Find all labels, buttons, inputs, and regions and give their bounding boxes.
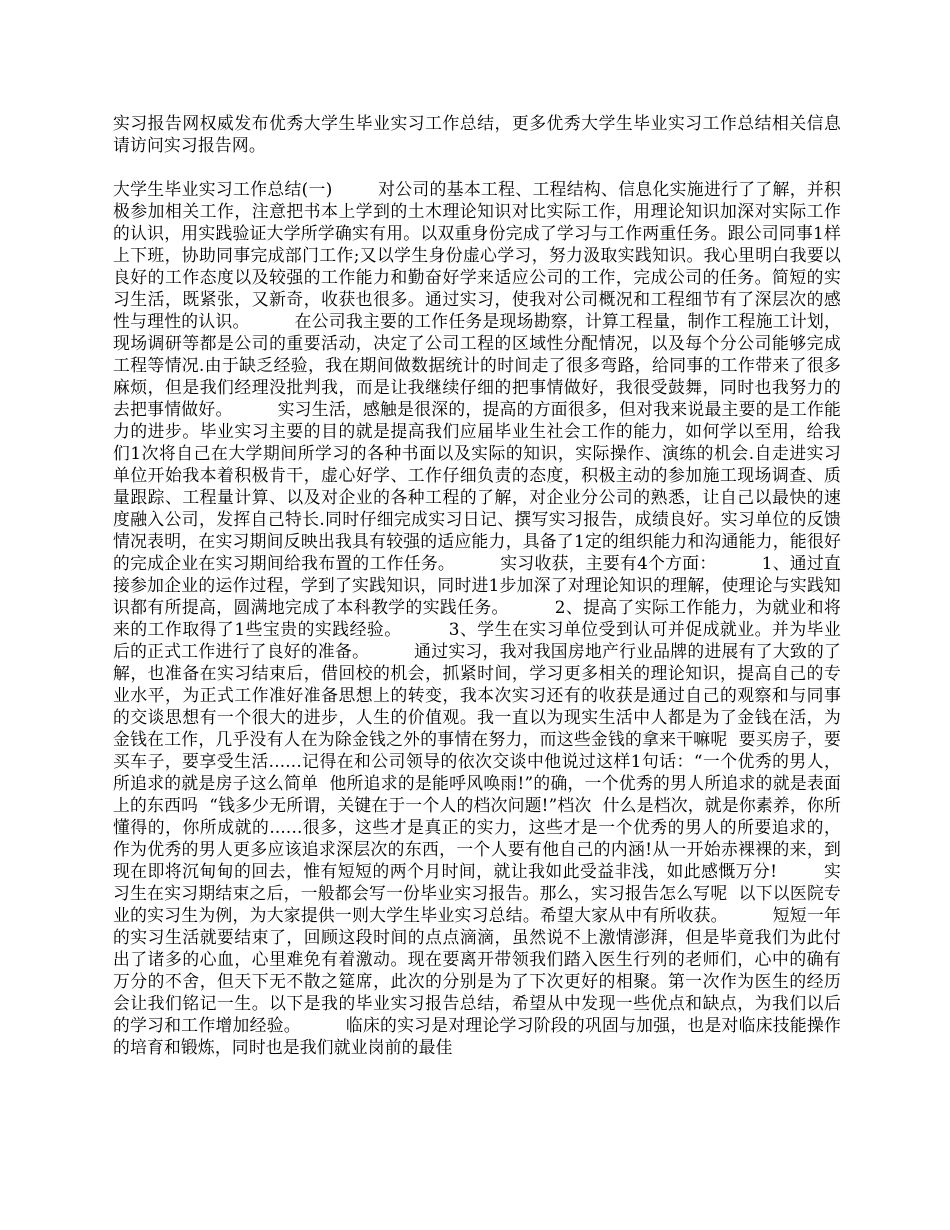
intro-paragraph: 实习报告网权威发布优秀大学生毕业实习工作总结，更多优秀大学生毕业实习工作总结相关信息请访问实习报告网。 — [113, 113, 841, 155]
document-page — [113, 112, 841, 1058]
body-paragraph: 大学生毕业实习工作总结(一) 对公司的基本工程、工程结构、信息化实施进行了了解，并积极参加相关工作，注意把书本上学到的土木理论知识对比实际工作，用理论知识加深对实际工作的认识，用实践验证大学所学确实有用。以双重身份完成了学习与工作两重任务。跟公司同事1样上下班，协助同事完成部门工作;又以学生身份虚心学习，努力汲取实践知识。我心里明白我要以良好的工作态度以及较强的工作能力和勤奋好学来适应公司的工作，完成公司的任务。简短的实习生活，既紧张，又新奇，收获也很多。通过实习，使我对公司概况和工程细节有了深层次的感性与理性的认识。 在公司我主要的工作任务是现场勘察，计算工程量，制作工程施工计划，现场调研等都是公司的重要活动，决定了公司工程的区域性分配情况，以及每个分公司能够完成工程等情况.由于缺乏经验，我在期间做数据统计的时间走了很多弯路，给同事的工作带来了很多麻烦，但是我们经理没批判我，而是让我继续仔细的把事情做好，我很受鼓舞，同时也我努力的去把事情做好。 实习生活，感触是很深的，提高的方面很多，但对我来说最主要的是工作能力的进步。毕业实习主要的目的就是提高我们应届毕业生社会工作的能力，如何学以至用，给我们1次将自己在大学期间所学习的各种书面以及实际的知识，实际操作、演练的机会.自走进实习单位开始我本着积极肯干，虚心好学、工作仔细负责的态度，积极主动的参加施工现场调查、质量跟踪、工程量计算、以及对企业的各种工程的了解，对企业分公司的熟悉，让自己以最快的速度融入公司，发挥自己特长.同时仔细完成实习日记、撰写实习报告，成绩良好。实习单位的反馈情况表明，在实习期间反映出我具有较强的适应能力，具备了1定的组织能力和沟通能力，能很好的完成企业在实习期间给我布置的工作任务。 实习收获，主要有4个方面： 1、通过直接参加企业的运作过程，学到了实践知识，同时进1步加深了对理论知识的理解，使理论与实践知识都有所提高，圆满地完成了本科教学的实践任务。 2、提高了实际工作能力，为就业和将来的工作取得了1些宝贵的实践经验。 3、学生在实习单位受到认可并促成就业。并为毕业后的正式工作进行了良好的准备。 通过实习，我对我国房地产行业品牌的进展有了大致的了解，也准备在实习结束后，借回校的机会，抓紧时间，学习更多相关的理论知识，提高自己的专业水平，为正式工作准好准备思想上的转变，我本次实习还有的收获是通过自己的观察和与同事的交谈思想有一个很大的进步，人生的价值观。我一直以为现实生活中人都是为了金钱在活，为金钱在工作，几乎没有人在为除金钱之外的事情在努力，而这些金钱的拿来干嘛呢 要买房子，要买车子，要享受生活......记得在和公司领导的依次交谈中他说过这样1句话：“一个优秀的男人，所追求的就是房子这么简单 他所追求的是能呼风唤雨!”的确，一个优秀的男人所追求的就是表面上的东西吗 “钱多少无所谓，关键在于一个人的档次问题!”档次 什么是档次，就是你素养，你所懂得的，你所成就的......很多，这些才是真正的实力，这些才是一个优秀的男人的所要追求的，作为优秀的男人更多应该追求深层次的东西，一个人要有他自己的内涵!从一开始赤裸裸的来，到现在即将沉甸甸的回去，惟有短短的两个月时间，就让我如此受益非浅，如此感慨万分! 实习生在实习期结束之后，一般都会写一份毕业实习报告。那么，实习报告怎么写呢 以下以医院专业的实习生为例，为大家提供一则大学生毕业实习总结。希望大家从中有所收获。 短短一年的实习生活就要结束了，回顾这段时间的点点滴滴，虽然说不上激情澎湃，但是毕竟我们为此付出了诸多的心血，心里难免有着激动。现在要离开带领我们踏入医生行列的老师们，心中的确有万分的不舍，但天下无不散之筵席，此次的分别是为了下次更好的相聚。第一次作为医生的经历会让我们铭记一生。以下是我的毕业实习报告总结，希望从中发现一些优点和缺点，为我们以后的学习和工作增加经验。 临床的实习是对理论学习阶段的巩固与加强，也是对临床技能操作的培育和锻炼，同时也是我们就业岗前的最佳 — [113, 179, 841, 1057]
